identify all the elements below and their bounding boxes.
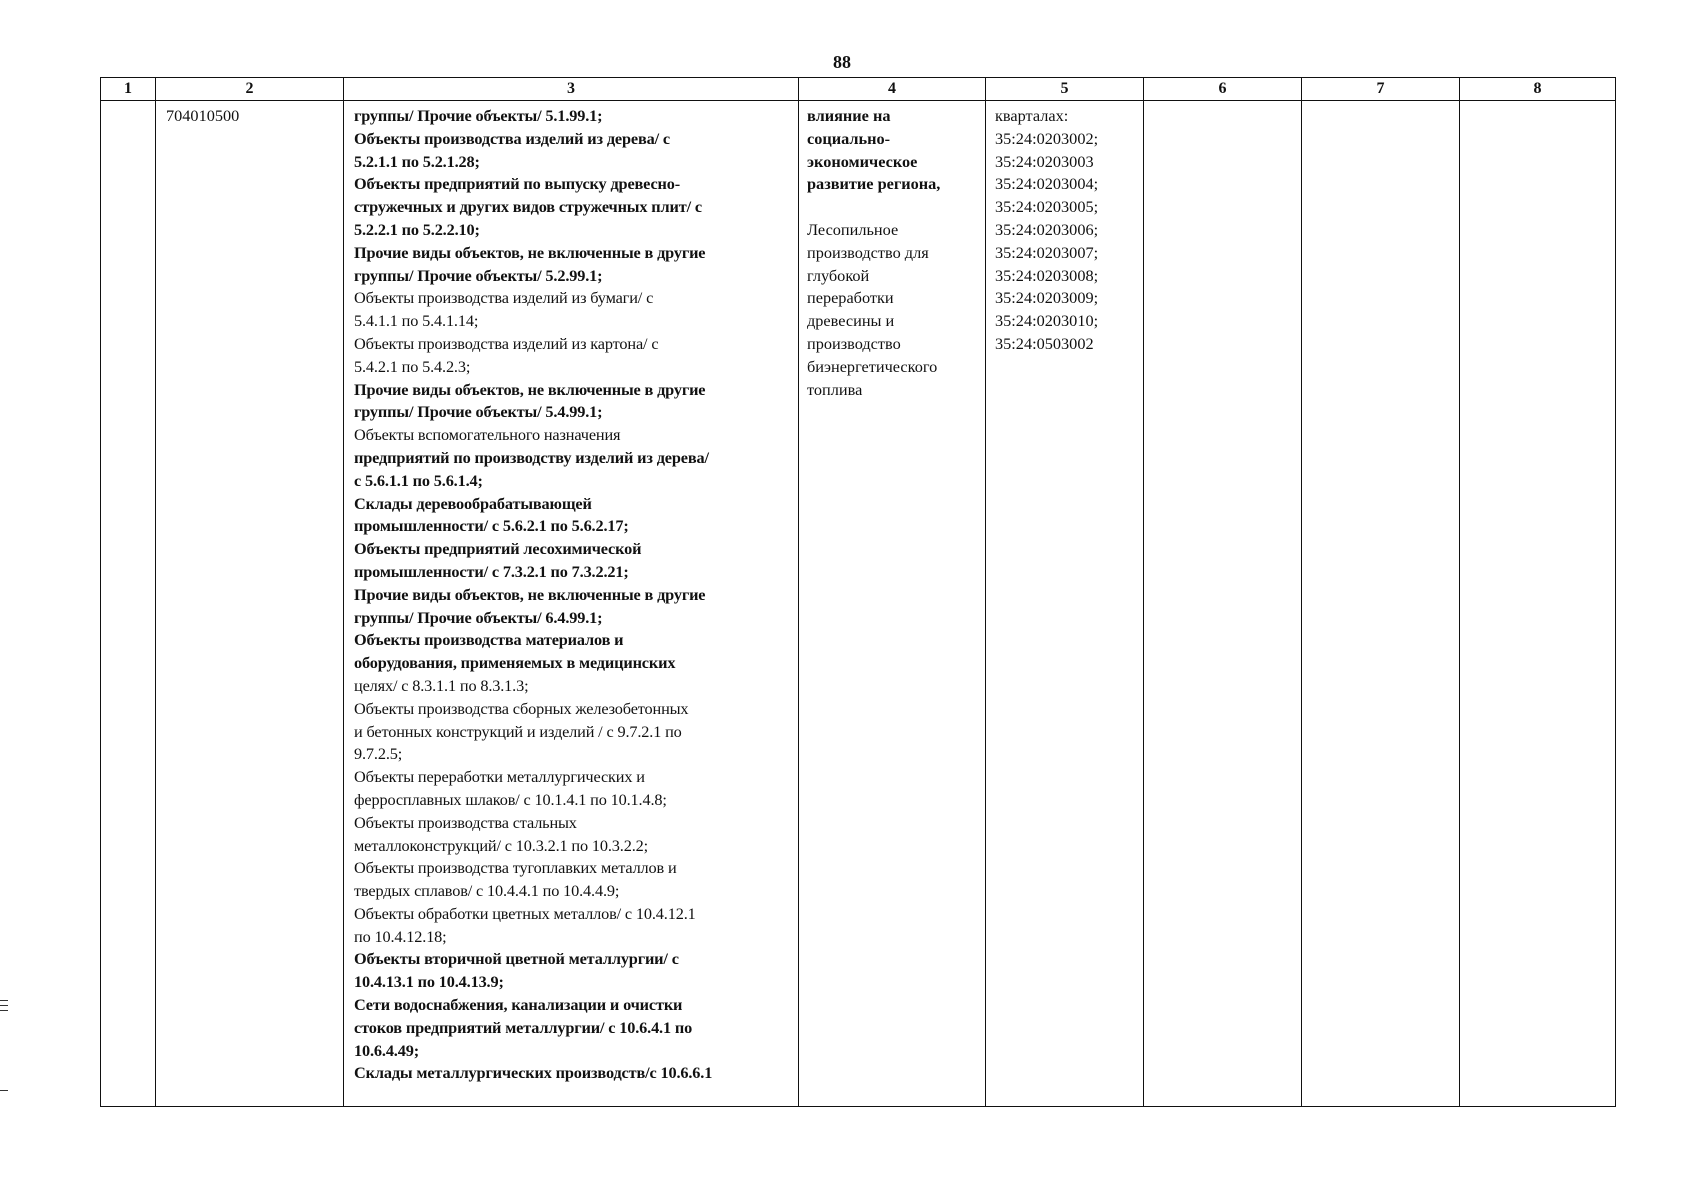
object-type-line: Сети водоснабжения, канализации и очистки [354, 995, 683, 1015]
cadastral-line: 35:24:0203010; [995, 311, 1099, 331]
object-type-line: 10.4.13.1 по 10.4.13.9; [354, 972, 504, 992]
object-type-line: предприятий по производству изделий из дерева/ [354, 447, 709, 467]
cadastral-quarters-list [986, 101, 1143, 356]
cell-col8 [1460, 101, 1616, 1107]
impact-line: развитие региона, [807, 174, 941, 194]
registry-table [100, 77, 1616, 1107]
cadastral-line: 35:24:0203004; [995, 174, 1099, 194]
cadastral-line: 35:24:0203003 [995, 151, 1094, 171]
margin-tick [0, 1090, 8, 1091]
object-type-line: группы/ Прочие объекты/ 5.1.99.1; [354, 106, 603, 125]
page-number: 88 [833, 52, 851, 72]
object-type-line: 5.4.1.1 по 5.4.1.14; [354, 311, 479, 331]
object-type-line: группы/ Прочие объекты/ 6.4.99.1; [354, 607, 603, 627]
impact-line: социально- [807, 128, 891, 148]
impact-line: глубокой [807, 265, 870, 285]
cadastral-line: 35:24:0203007; [995, 242, 1099, 262]
object-type-line: целях/ с 8.3.1.1 по 8.3.1.3; [354, 675, 529, 695]
impact-line: экономическое [807, 151, 918, 171]
cell-col6 [1144, 101, 1302, 1107]
column-header-1: 1 [101, 78, 156, 101]
object-type-line: 5.2.1.1 по 5.2.1.28; [354, 151, 480, 171]
object-type-line: Объекты производства изделий из бумаги/ с [354, 288, 654, 308]
object-type-line: 5.4.2.1 по 5.4.2.3; [354, 356, 471, 376]
oktmo-code: 704010500 [166, 106, 240, 125]
impact-description [799, 101, 985, 401]
object-type-line: Объекты обработки цветных металлов/ с 10.4.12.1 [354, 903, 696, 923]
column-header-4: 4 [799, 78, 986, 101]
object-type-line: твердых сплавов/ с 10.4.4.1 по 10.4.4.9; [354, 881, 620, 901]
cell-col5 [986, 101, 1144, 1107]
margin-tick [0, 1000, 8, 1001]
cadastral-line: 35:24:0203008; [995, 265, 1099, 285]
object-type-line: Прочие виды объектов, не включенные в другие [354, 379, 706, 399]
object-type-line: Объекты переработки металлургических и [354, 767, 645, 787]
cell-col7 [1302, 101, 1460, 1107]
column-header-7: 7 [1302, 78, 1460, 101]
column-header-8: 8 [1460, 78, 1616, 101]
object-type-line: Склады металлургических производств/с 10.6.6.1 [354, 1063, 713, 1083]
impact-line: влияние на [807, 106, 891, 125]
header-row [101, 78, 1616, 101]
object-type-line: стружечных и других видов стружечных плит/ с [354, 197, 702, 217]
impact-line: Лесопильное [807, 219, 899, 239]
object-type-line: промышленности/ с 5.6.2.1 по 5.6.2.17; [354, 516, 629, 536]
object-type-line: Объекты предприятий по выпуску древесно- [354, 174, 681, 194]
object-type-line: по 10.4.12.18; [354, 926, 447, 946]
object-type-line: Объекты производства стальных [354, 812, 577, 832]
column-header-6: 6 [1144, 78, 1302, 101]
impact-line: топлива [807, 379, 863, 399]
column-header-5: 5 [986, 78, 1144, 101]
cell-col3 [344, 101, 799, 1107]
impact-line: производство [807, 333, 901, 353]
margin-tick [0, 1010, 8, 1011]
column-header-3: 3 [344, 78, 799, 101]
cell-col1 [101, 101, 156, 1107]
object-type-line: Объекты производства изделий из дерева/ с [354, 128, 670, 148]
object-type-line: 10.6.4.49; [354, 1040, 419, 1060]
object-type-line: Объекты вспомогательного назначения [354, 425, 621, 445]
object-type-line: группы/ Прочие объекты/ 5.2.99.1; [354, 265, 603, 285]
object-type-line: Объекты производства сборных железобетонных [354, 698, 689, 718]
object-type-line: ферросплавных шлаков/ с 10.1.4.1 по 10.1.4.8; [354, 789, 667, 809]
object-type-line: промышленности/ с 7.3.2.1 по 7.3.2.21; [354, 561, 629, 581]
table-row [101, 101, 1616, 1107]
cell-col4 [799, 101, 986, 1107]
object-type-line: Объекты предприятий лесохимической [354, 539, 642, 559]
cadastral-line: 35:24:0203005; [995, 197, 1099, 217]
cell-col2 [156, 101, 344, 1107]
object-types-list [344, 101, 798, 1085]
object-type-line: стоков предприятий металлургии/ с 10.6.4.1 по [354, 1017, 693, 1037]
impact-line: производство для [807, 242, 929, 262]
cadastral-line: кварталах: [995, 106, 1069, 125]
object-type-line: Объекты производства тугоплавких металлов и [354, 858, 677, 878]
object-type-line: Склады деревообрабатывающей [354, 493, 592, 513]
object-type-line: металлоконструкций/ с 10.3.2.1 по 10.3.2.2; [354, 835, 648, 855]
object-type-line: оборудования, применяемых в медицинских [354, 653, 676, 673]
cadastral-line: 35:24:0503002 [995, 333, 1094, 353]
object-type-line: Объекты производства материалов и [354, 630, 624, 650]
object-type-line: Объекты производства изделий из картона/ с [354, 333, 659, 353]
impact-line: биэнергетического [807, 356, 938, 376]
object-type-line: 5.2.2.1 по 5.2.2.10; [354, 219, 480, 239]
object-type-line: Объекты вторичной цветной металлургии/ с [354, 949, 679, 969]
object-type-line: с 5.6.1.1 по 5.6.1.4; [354, 470, 483, 490]
column-header-2: 2 [156, 78, 344, 101]
margin-tick [0, 1005, 8, 1006]
object-type-line: группы/ Прочие объекты/ 5.4.99.1; [354, 402, 603, 422]
object-type-line: 9.7.2.5; [354, 744, 403, 764]
impact-line: переработки [807, 288, 894, 308]
cadastral-line: 35:24:0203009; [995, 288, 1099, 308]
object-type-line: Прочие виды объектов, не включенные в другие [354, 584, 706, 604]
cadastral-line: 35:24:0203006; [995, 219, 1099, 239]
impact-line [807, 196, 985, 219]
impact-line: древесины и [807, 311, 895, 331]
object-type-line: и бетонных конструкций и изделий / с 9.7.2.1 по [354, 721, 682, 741]
object-type-line: Прочие виды объектов, не включенные в другие [354, 242, 706, 262]
cadastral-line: 35:24:0203002; [995, 128, 1099, 148]
